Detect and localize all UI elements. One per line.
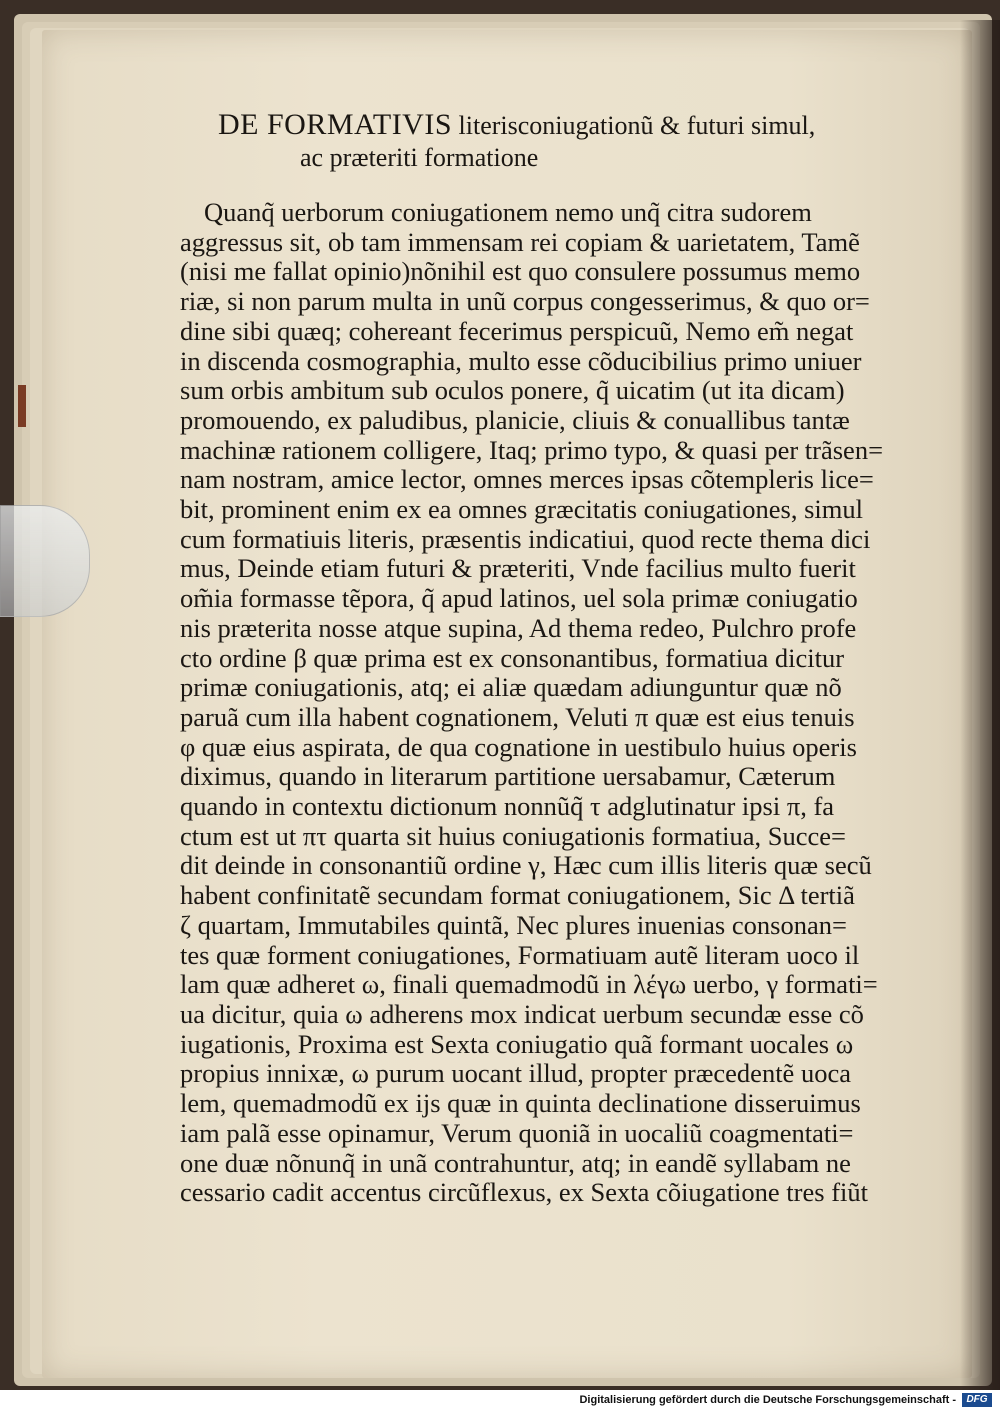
text-line: habent confinitatẽ secundam format coniugationem, Sic Δ tertiã [180, 881, 855, 911]
dfg-logo: DFG [962, 1393, 992, 1407]
text-line: cessario cadit accentus circũflexus, ex Sexta cõiugatione tres fiũt [180, 1178, 868, 1208]
text-line: aggressus sit, ob tam immensam rei copiam & uarietatem, Tamẽ [180, 227, 860, 257]
text-line: ζ quartam, Immutabiles quintã, Nec plures inuenias consonan= [180, 910, 847, 940]
text-line: iam palã esse opinamur, Verum quoniã in uocaliũ coagmentati= [180, 1118, 854, 1148]
page-clip [0, 505, 90, 617]
text-line: riæ, si non parum multa in unũ corpus congesserimus, & quo or= [180, 287, 870, 317]
text-line: tes quæ forment coniugationes, Formatiuam autẽ literam uoco il [180, 940, 860, 970]
text-line: quando in contextu dictionum nonnũq̃ τ adglutinatur ipsi π, fa [180, 792, 835, 822]
text-line: φ quæ eius aspirata, de qua cognatione in uestibulo huius operis [180, 732, 857, 762]
text-line: (nisi me fallat opinio)nõnihil est quo consulere possumus memo [180, 257, 861, 287]
heading-line-2: ac præteriti formatione [300, 143, 539, 172]
text-line: iugationis, Proxima est Sexta coniugatio quã formant uocales ω [180, 1029, 854, 1059]
text-line: in discenda cosmographia, multo esse cõducibilius primo uniuer [180, 346, 862, 376]
text-line: nam nostram, amice lector, omnes merces ipsas cõtempleris lice= [180, 465, 874, 495]
text-line: Quanq̃ uerborum coniugationem nemo unq̃ citra sudorem [204, 198, 812, 227]
text-line: cum formatiuis literis, præsentis indicatiui, quod recte thema dici [180, 524, 871, 554]
text-line: mus, Deinde etiam futuri & præteriti, Vnde facilius multo fuerit [180, 554, 856, 584]
text-line: paruã cum illa habent cognationem, Veluti π quæ est eius tenuis [180, 702, 855, 732]
text-line: ua dicitur, quia ω adherens mox indicat uerbum secundæ esse cõ [180, 999, 864, 1029]
text-line: dit deinde in consonantiũ ordine γ, Hæc cum illis literis quæ secũ [180, 851, 872, 881]
text-line: bit, prominent enim ex ea omnes græcitatis coniugationes, simul [180, 495, 863, 525]
text-line: lam quæ adheret ω, finali quemadmodũ in λέγω uerbo, γ formati= [180, 970, 878, 1000]
text-line: one duæ nõnunq̃ in unã contrahuntur, atq; in eandẽ syllabam ne [180, 1148, 851, 1178]
text-line: dine sibi quæq; cohereant fecerimus perspicuũ, Nemo em̃ negat [180, 316, 854, 346]
text-line: ctum est ut πτ quarta sit huius coniugationis formatiua, Succe= [180, 821, 847, 851]
heading-caps: DE FORMATIVIS [218, 108, 453, 141]
text-line: machinæ rationem colligere, Itaq; primo typo, & quasi per trãsen= [180, 435, 884, 465]
funding-notice: Digitalisierung gefördert durch die Deutsche Forschungsgemeinschaft - [579, 1394, 956, 1406]
text-line: promouendo, ex paludibus, planicie, cliuis & conuallibus tantæ [180, 405, 850, 435]
text-line: lem, quemadmodũ ex ijs quæ in quinta declinatione disseruimus [180, 1089, 861, 1119]
footer-bar [0, 1390, 1000, 1411]
chapter-heading [218, 110, 938, 173]
text-line: diximus, quando in literarum partitione uersabamur, Cæterum [180, 762, 836, 792]
text-line: nis præterita nosse atque supina, Ad thema redeo, Pulchro profe [180, 613, 857, 643]
body-text [180, 198, 910, 1208]
text-line: cto ordine β quæ prima est ex consonantibus, formatiua dicitur [180, 643, 845, 673]
heading-rest: literisconiugationũ & futuri simul, [452, 111, 816, 140]
text-line: primæ coniugationis, atq; ei aliæ quædam adiunguntur quæ nõ [180, 673, 842, 703]
spine-shadow [960, 20, 1000, 1390]
text-line: sum orbis ambitum sub oculos ponere, q̃ uicatim (ut ita dicam) [180, 376, 845, 406]
binding-mark [18, 385, 26, 427]
text-line: propius innixæ, ω purum uocant illud, propter præcedentẽ uoca [180, 1059, 851, 1089]
text-line: om̃ia formasse tẽpora, q̃ apud latinos, uel sola primæ coniugatio [180, 584, 858, 614]
